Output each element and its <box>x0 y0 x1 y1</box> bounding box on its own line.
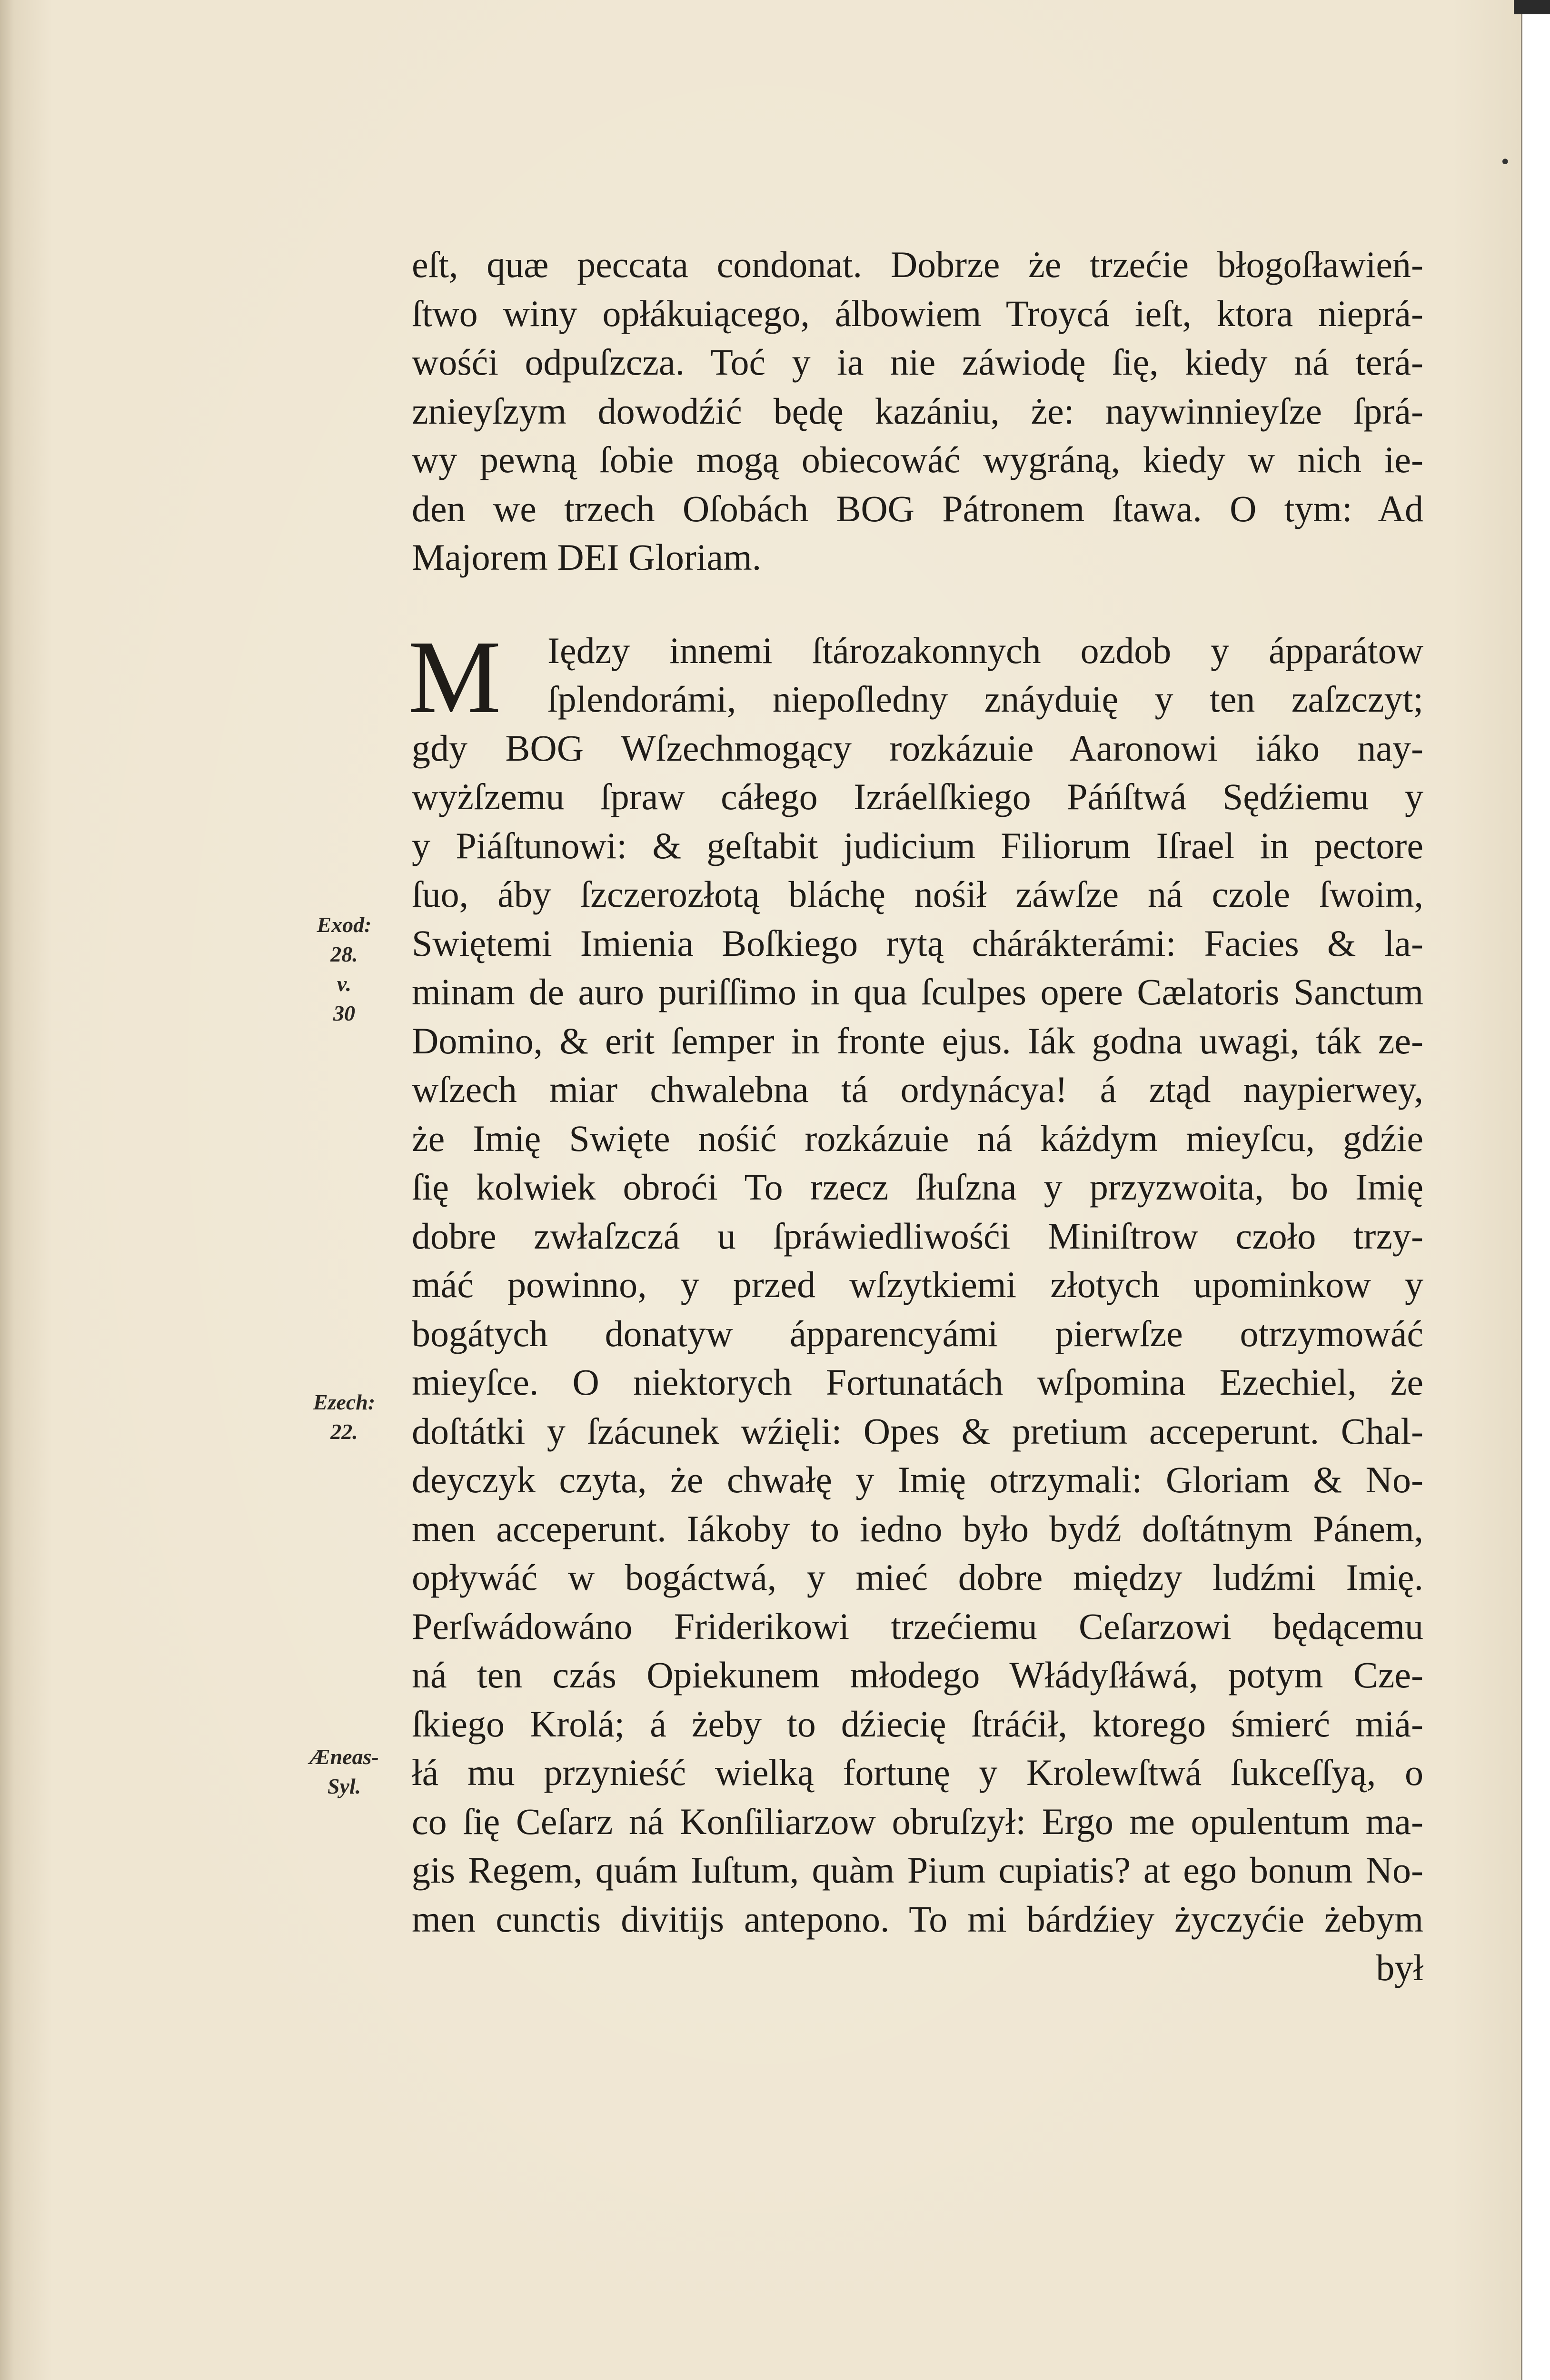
text-line: Iędzy innemi ſtározakonnych ozdob y ápparátow <box>547 629 1423 671</box>
text-line: Perſwádowáno Friderikowi trzećiemu Ceſarzowi będącemu <box>412 1605 1423 1647</box>
paragraph <box>408 618 1423 1993</box>
ink-speck: • <box>1500 151 1511 173</box>
catchword: był <box>1376 1947 1423 1988</box>
drop-cap: M <box>408 618 501 735</box>
text-line: gdy BOG Wſzechmogący rozkázuie Aaronowi iáko nay- <box>412 727 1423 769</box>
text-line: máć powinno, y przed wſzytkiemi złotych upominkow y <box>412 1264 1423 1305</box>
text-line: opływáć w bogáctwá, y mieć dobre między ludźmi Imię. <box>412 1557 1423 1598</box>
margin-note-ezechiel: Ezech: 22. <box>313 1390 376 1444</box>
main-text <box>408 240 1423 1993</box>
text-line: ſtwo winy opłákuiącego, álbowiem Troycá ieſt, ktora nieprá- <box>412 292 1423 334</box>
paragraph-gap <box>412 582 1423 626</box>
text-line: wyżſzemu ſpraw cáłego Izráelſkiego Páńſtwá Sędźiemu y <box>412 776 1423 817</box>
text-line: Swiętemi Imienia Boſkiego rytą chárákterámi: Facies & la- <box>412 922 1423 964</box>
text-line: mieyſce. O niektorych Fortunatách wſpomina Ezechiel, że <box>412 1361 1423 1403</box>
text-line: ſię kolwiek obroći To rzecz ſłuſzna y przyzwoita, bo Imię <box>412 1166 1423 1208</box>
scan-corner-mark <box>1514 0 1550 14</box>
text-line: Majorem DEI Gloriam. <box>412 536 762 578</box>
text-line: co ſię Ceſarz ná Konſiliarzow obruſzył: Ergo me opulentum ma- <box>412 1800 1423 1842</box>
text-line: gis Regem, quám Iuſtum, quàm Pium cupiatis? at ego bonum No- <box>412 1849 1423 1891</box>
text-line: men cunctis divitijs antepono. To mi bárdźiey życzyćie żebym <box>412 1898 1423 1940</box>
text-line: że Imię Swięte nośić rozkázuie ná káżdym mieyſcu, gdźie <box>412 1117 1423 1159</box>
page-edge <box>1521 0 1550 2380</box>
text-line: ná ten czás Opiekunem młodego Włádyſłáwá, potym Cze- <box>412 1654 1423 1696</box>
text-line: deyczyk czyta, że chwałę y Imię otrzymali: Gloriam & No- <box>412 1459 1423 1500</box>
margin-note-exodus: Exod: 28. v. 30 <box>317 912 372 1025</box>
text-line: wy pewną ſobie mogą obiecowáć wygráną, kiedy w nich ie- <box>412 439 1423 480</box>
margin-note-aeneas-sylvius: Æneas- Syl. <box>309 1745 379 1798</box>
text-line: wośći odpuſzcza. Toć y ia nie záwiodę ſię, kiedy ná terá- <box>412 341 1423 383</box>
text-line: minam de auro puriſſimo in qua ſculpes opere Cælatoris Sanctum <box>412 971 1423 1012</box>
text-line: wſzech miar chwalebna tá ordynácya! á ztąd naypierwey, <box>412 1069 1423 1110</box>
text-line: Domino, & erit ſemper in fronte ejus. Iák godna uwagi, ták ze- <box>412 1020 1423 1061</box>
text-line: men acceperunt. Iákoby to iedno było bydź doſtátnym Pánem, <box>412 1507 1423 1549</box>
text-line: ſplendorámi, niepoſledny znáyduię y ten zaſzczyt; <box>547 678 1423 720</box>
text-line: ſuo, áby ſzczerozłotą bláchę nośił záwſze ná czole ſwoim, <box>412 873 1423 915</box>
text-line: doſtátki y ſzácunek wźięli: Opes & pretium acceperunt. Chal- <box>412 1410 1423 1452</box>
text-line: dobre zwłaſzczá u ſpráwiedliwośći Miniſtrow czoło trzy- <box>412 1215 1423 1257</box>
text-line: łá mu przynieść wielką fortunę y Krolewſtwá ſukceſſyą, o <box>412 1752 1423 1793</box>
text-line: znieyſzym dowodźić będę kazániu, że: naywinnieyſze ſprá- <box>412 390 1423 432</box>
text-line: bogátych donatyw ápparencyámi pierwſze otrzymowáć <box>412 1312 1423 1354</box>
text-line: eſt, quæ peccata condonat. Dobrze że trzećie błogoſławień- <box>412 244 1423 285</box>
text-line: den we trzech Oſobách BOG Pátronem ſtawa. O tym: Ad <box>412 487 1423 529</box>
text-line: ſkiego Krolá; á żeby to dźiecię ſtráćił, ktorego śmierć miá- <box>412 1703 1423 1745</box>
text-line: y Piáſtunowi: & geſtabit judicium Filiorum Iſrael in pectore <box>412 824 1423 866</box>
